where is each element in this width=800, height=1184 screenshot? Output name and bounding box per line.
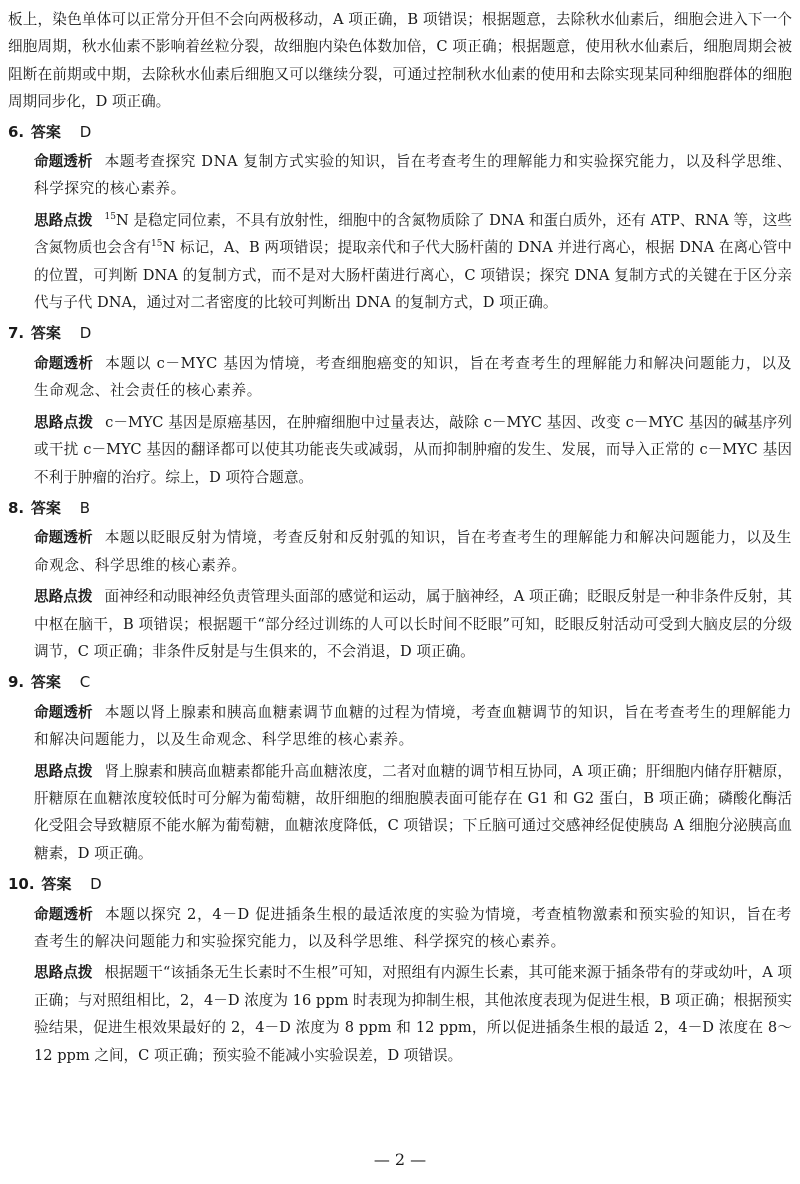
answer-label: 答案 bbox=[30, 122, 61, 141]
answer-label: 答案 bbox=[41, 875, 72, 894]
hint-section bbox=[8, 583, 792, 665]
answer-label: 答案 bbox=[30, 673, 61, 692]
question-8 bbox=[8, 495, 792, 665]
answer-value: D bbox=[90, 875, 102, 894]
question-7 bbox=[8, 320, 792, 490]
hint-section bbox=[8, 758, 792, 868]
hint-text-part2: N 标记，A、B 两项错误；提取亲代和子代大肠杆菌的 DNA 并进行离心，根据 DNA 在离心管中的位置，可判断 DNA 的复制方式，而不是对大肠杆菌进行离心，C 项错误；探究 DNA 复制方式的关键在于区分亲代与子代 DNA，通过对二者密度的比较可判断出 DNA 的复制方式，D 项正确。 bbox=[34, 239, 792, 312]
analysis-section bbox=[8, 148, 792, 203]
analysis-section bbox=[8, 524, 792, 579]
question-number: 7. bbox=[8, 324, 25, 343]
analysis-section bbox=[8, 350, 792, 405]
analysis-section bbox=[8, 699, 792, 754]
question-number: 8. bbox=[8, 498, 25, 517]
answer-value: D bbox=[79, 324, 92, 343]
hint-label: 思路点拨 bbox=[34, 413, 94, 431]
question-10 bbox=[8, 871, 792, 1069]
answer-label: 答案 bbox=[30, 324, 61, 343]
answer-value: D bbox=[79, 122, 92, 141]
answer-label: 答案 bbox=[30, 498, 61, 517]
hint-label: 思路点拨 bbox=[34, 762, 93, 780]
hint-label: 思路点拨 bbox=[34, 211, 93, 229]
isotope-superscript: 15 bbox=[104, 211, 116, 222]
answer-value: C bbox=[79, 673, 91, 692]
hint-label: 思路点拨 bbox=[34, 964, 93, 982]
hint-section bbox=[8, 207, 792, 317]
hint-text: 面神经和动眼神经负责管理头面部的感觉和运动，属于脑神经，A 项正确；眨眼反射是一种非条件反射，其中枢在脑干，B 项错误；根据题干“部分经过训练的人可以长时间不眨眼”可知，眨眼反射活动可受到大脑皮层的分级调节，C 项正确；非条件反射是与生俱来的，不会消退，D 项正确。 bbox=[34, 588, 792, 660]
hint-section bbox=[8, 959, 792, 1069]
page-number: — 2 — bbox=[373, 1150, 427, 1169]
question-number: 10. bbox=[8, 875, 35, 894]
hint-text: 根据题干“该插条无生长素时不生根”可知，对照组有内源生长素，其可能来源于插条带有的芽或幼叶，A 项正确；与对照组相比，2，4－D 浓度为 16 ppm 时表现为抑制生根，其他浓度表现为促进生根，B 项正确；根据预实验结果，促进生根效果最好的 2，4－D 浓度为 8 ppm 和 12 ppm，所以促进插条生根的最适 2，4－D 浓度在 8～12 ppm 之间，C 项正确；预实验不能减小实验误差，D 项错误。 bbox=[34, 964, 792, 1064]
hint-text-part1: N 是稳定同位素，不具有放射性，细胞中的含氮物质除了 DNA 和蛋白质外，还有 ATP、RNA 等，这些含氮物质也会含有 bbox=[34, 211, 792, 257]
question-number: 6. bbox=[8, 122, 25, 141]
hint-text: c－MYC 基因是原癌基因，在肿瘤细胞中过量表达，敲除 c－MYC 基因、改变 c－MYC 基因的碱基序列或干扰 c－MYC 基因的翻译都可以使其功能丧失或减弱，从而抑制肿瘤的发生、发展，而导入正常的 c－MYC 基因不利于肿瘤的治疗。综上，D 项符合题意。 bbox=[34, 413, 792, 486]
analysis-text: 本题以探究 2，4－D 促进插条生根的最适浓度的实验为情境，考查植物激素和预实验的知识，旨在考查考生的解决问题能力和实验探究能力，以及科学思维、科学探究的核心素养。 bbox=[34, 905, 792, 950]
analysis-section bbox=[8, 901, 792, 956]
question-number: 9. bbox=[8, 673, 25, 692]
analysis-label: 命题透析 bbox=[34, 354, 94, 372]
hint-label: 思路点拨 bbox=[34, 588, 93, 606]
intro-paragraph: 板上，染色单体可以正常分开但不会向两极移动，A 项正确，B 项错误；根据题意，去除秋水仙素后，细胞会进入下一个细胞周期，秋水仙素不影响着丝粒分裂，故细胞内染色体数加倍，C 项正确；根据题意，使用秋水仙素后，细胞周期会被阻断在前期或中期，去除秋水仙素后细胞又可以继续分裂，可通过控制秋水仙素的使用和去除实现某同种细胞群体的细胞周期同步化，D 项正确。 bbox=[8, 11, 792, 111]
answer-line bbox=[8, 119, 792, 146]
hint-section bbox=[8, 409, 792, 491]
hint-text: 肾上腺素和胰高血糖素都能升高血糖浓度，二者对血糖的调节相互协同，A 项正确；肝细胞内储存肝糖原，肝糖原在血糖浓度较低时可分解为葡萄糖，故肝细胞的细胞膜表面可能存在 G1 和 G2 蛋白，B 项正确；磷酸化酶活化受阻会导致糖原不能水解为葡萄糖，血糖浓度降低，C 项错误；下丘脑可通过交感神经促使胰岛 A 细胞分泌胰高血糖素，D 项正确。 bbox=[34, 762, 792, 862]
question-6 bbox=[8, 119, 792, 317]
analysis-label: 命题透析 bbox=[34, 153, 93, 171]
analysis-label: 命题透析 bbox=[34, 703, 93, 721]
analysis-label: 命题透析 bbox=[34, 905, 93, 923]
analysis-label: 命题透析 bbox=[34, 529, 93, 547]
answer-line bbox=[8, 320, 792, 347]
document-page bbox=[8, 6, 792, 1073]
answer-line bbox=[8, 495, 792, 522]
isotope-superscript: 15 bbox=[151, 239, 163, 250]
answer-line bbox=[8, 669, 792, 696]
analysis-text: 本题以肾上腺素和胰高血糖素调节血糖的过程为情境，考查血糖调节的知识，旨在考查考生的理解能力和解决问题能力，以及生命观念、科学思维的核心素养。 bbox=[34, 703, 792, 749]
answer-line bbox=[8, 871, 792, 898]
analysis-text: 本题考查探究 DNA 复制方式实验的知识，旨在考查考生的理解能力和实验探究能力，以及科学思维、科学探究的核心素养。 bbox=[34, 153, 792, 198]
question-9 bbox=[8, 669, 792, 867]
analysis-text: 本题以 c－MYC 基因为情境，考查细胞癌变的知识，旨在考查考生的理解能力和解决问题能力，以及生命观念、社会责任的核心素养。 bbox=[34, 354, 792, 400]
analysis-text: 本题以眨眼反射为情境，考查反射和反射弧的知识，旨在考查考生的理解能力和解决问题能力，以及生命观念、科学思维的核心素养。 bbox=[34, 529, 792, 574]
answer-value: B bbox=[79, 498, 91, 517]
